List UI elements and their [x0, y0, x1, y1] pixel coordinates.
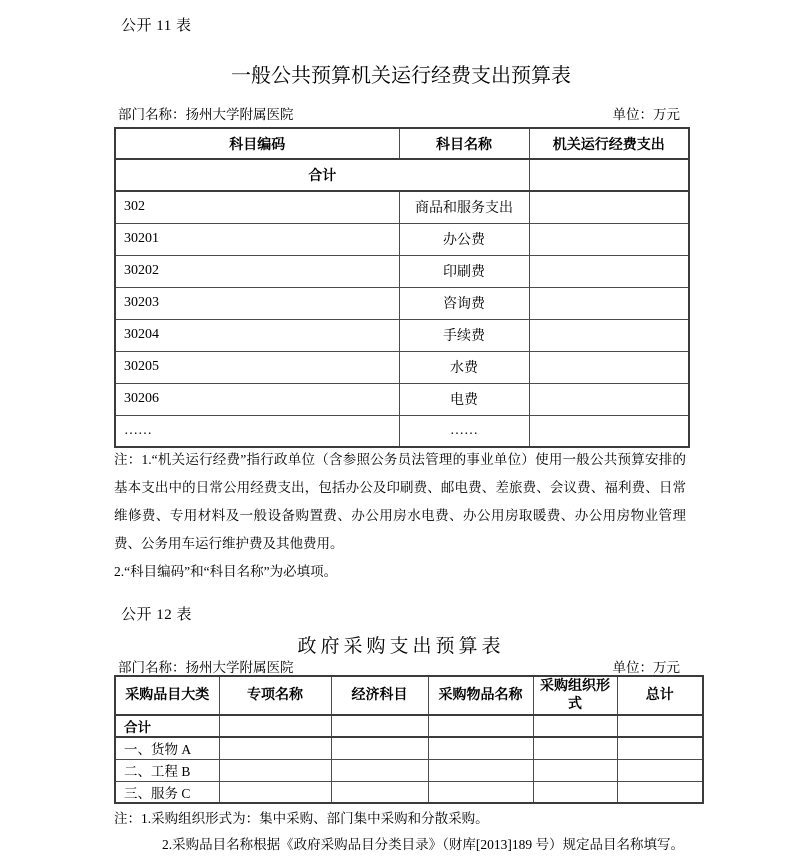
row-name-cell: 咨询费: [399, 287, 529, 319]
row-name-cell: 印刷费: [399, 255, 529, 287]
unit-label: 单位：万元: [612, 660, 680, 675]
value-cell: [428, 737, 533, 759]
value-cell: [617, 715, 703, 737]
row-label-cell: 三、服务 C: [115, 781, 219, 803]
row-code-cell: 30202: [115, 255, 399, 287]
value-cell: [529, 319, 689, 351]
header-row: [115, 128, 689, 159]
dept-name-label: 部门名称：扬州大学附属医院: [118, 107, 294, 122]
table-row: [115, 319, 689, 351]
value-cell: [529, 351, 689, 383]
note-line: 2.采购品目名称根据《政府采购品目分类目录》（财库[2013]189 号）规定品目名称填写。: [162, 837, 684, 852]
table-row: [115, 383, 689, 415]
row-code-cell: 302: [115, 191, 399, 223]
procurement-table-12: [114, 675, 704, 804]
table-row: [115, 759, 703, 781]
doc-tag-table-11: 公开 11 表: [121, 18, 192, 34]
col-header-organization-form: 采购组织形式: [533, 676, 617, 715]
value-cell: [529, 383, 689, 415]
dept-name-label: 部门名称：扬州大学附属医院: [118, 660, 294, 675]
table-11-notes: [114, 446, 686, 586]
value-cell: [428, 715, 533, 737]
value-cell: [219, 759, 331, 781]
row-name-cell: 办公费: [399, 223, 529, 255]
table-12-title: 政府采购支出预算表: [297, 636, 505, 657]
col-header-procurement-category: 采购品目大类: [115, 676, 219, 715]
value-cell: [529, 223, 689, 255]
note-line: 2.“科目编码”和“科目名称”为必填项。: [114, 564, 338, 579]
value-cell: [219, 737, 331, 759]
table-row: [115, 223, 689, 255]
row-name-cell: ……: [399, 415, 529, 447]
col-header-economic-subject: 经济科目: [331, 676, 428, 715]
total-row: [115, 159, 689, 191]
row-code-cell: 30206: [115, 383, 399, 415]
table-11-title: 一般公共预算机关运行经费支出预算表: [231, 65, 571, 87]
row-name-cell: 商品和服务支出: [399, 191, 529, 223]
value-cell: [331, 737, 428, 759]
table-row: [115, 191, 689, 223]
row-name-cell: 电费: [399, 383, 529, 415]
row-label-cell: 一、货物 A: [115, 737, 219, 759]
table-12-notes: [114, 806, 702, 858]
doc-tag-table-12: 公开 12 表: [121, 607, 193, 623]
value-cell: [533, 737, 617, 759]
value-cell: [219, 781, 331, 803]
table-11-meta: [118, 103, 680, 123]
value-cell: [331, 759, 428, 781]
unit-label: 单位：万元: [612, 107, 680, 122]
value-cell: [529, 159, 689, 191]
row-code-cell: ……: [115, 415, 399, 447]
value-cell: [529, 287, 689, 319]
col-header-operating-expense: 机关运行经费支出: [529, 128, 689, 159]
value-cell: [331, 781, 428, 803]
row-code-cell: 30204: [115, 319, 399, 351]
value-cell: [428, 759, 533, 781]
value-cell: [533, 759, 617, 781]
row-name-cell: 水费: [399, 351, 529, 383]
value-cell: [533, 781, 617, 803]
value-cell: [331, 715, 428, 737]
note-line: 注：1.“机关运行经费”指行政单位（含参照公务员法管理的事业单位）使用一般公共预算安排的基本支出中的日常公用经费支出，包括办公及印刷费、邮电费、差旅费、会议费、福利费、日常维修费、专用材料及一般设备购置费、办公用房水电费、办公用房取暖费、办公用房物业管理费、公务用车运行维护费及其他费用。: [114, 452, 686, 551]
table-row: [115, 415, 689, 447]
table-12-meta: [118, 656, 680, 676]
table-row: [115, 737, 703, 759]
value-cell: [529, 415, 689, 447]
row-label-cell: 合计: [115, 715, 219, 737]
table-row: [115, 287, 689, 319]
row-label-cell: 二、工程 B: [115, 759, 219, 781]
value-cell: [617, 737, 703, 759]
row-name-cell: 手续费: [399, 319, 529, 351]
header-row: [115, 676, 703, 715]
total-row: [115, 715, 703, 737]
table-row: [115, 351, 689, 383]
row-code-cell: 30203: [115, 287, 399, 319]
total-label-cell: 合计: [115, 159, 529, 191]
row-code-cell: 30205: [115, 351, 399, 383]
budget-table-11: [114, 127, 690, 448]
col-header-item-name: 采购物品名称: [428, 676, 533, 715]
value-cell: [529, 191, 689, 223]
col-header-grand-total: 总计: [617, 676, 703, 715]
value-cell: [617, 759, 703, 781]
value-cell: [428, 781, 533, 803]
value-cell: [529, 255, 689, 287]
table-row: [115, 255, 689, 287]
col-header-project-name: 专项名称: [219, 676, 331, 715]
table-row: [115, 781, 703, 803]
value-cell: [533, 715, 617, 737]
note-line: 注：1.采购组织形式为：集中采购、部门集中采购和分散采购。: [114, 811, 489, 826]
row-code-cell: 30201: [115, 223, 399, 255]
value-cell: [219, 715, 331, 737]
col-header-subject-code: 科目编码: [115, 128, 399, 159]
col-header-subject-name: 科目名称: [399, 128, 529, 159]
value-cell: [617, 781, 703, 803]
